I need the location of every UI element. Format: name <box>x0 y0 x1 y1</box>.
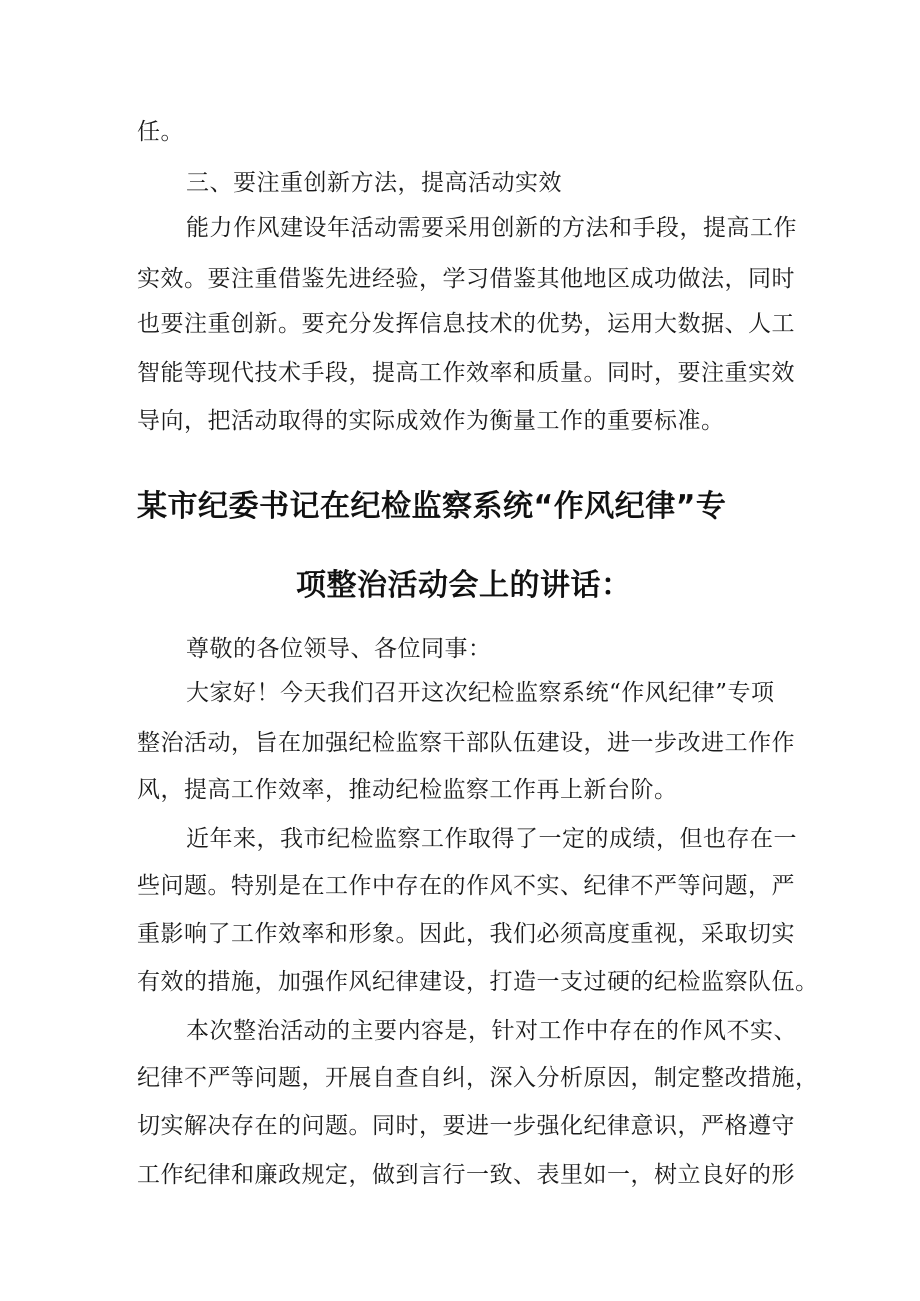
text-line: 工作纪律和廉政规定，做到言行一致、表里如一，树立良好的形 <box>137 1162 795 1188</box>
section-heading: 三、要注重创新方法，提高活动实效 <box>186 170 562 196</box>
text-line: 有效的措施，加强作风纪律建设，打造一支过硬的纪检监察队伍。 <box>137 969 819 995</box>
article-title-line2: 项整治活动会上的讲话： <box>296 568 632 603</box>
text-line: 整治活动，旨在加强纪检监察干部队伍建设，进一步改进工作作 <box>137 730 795 756</box>
text-line: 也要注重创新。要充分发挥信息技术的优势，运用大数据、人工 <box>137 311 795 337</box>
text-line: 近年来，我市纪检监察工作取得了一定的成绩，但也存在一 <box>186 826 797 852</box>
salutation: 尊敬的各位领导、各位同事： <box>186 636 492 662</box>
text-line: 任。 <box>137 119 184 145</box>
text-line: 导向，把活动取得的实际成效作为衡量工作的重要标准。 <box>137 408 725 434</box>
text-line: 实效。要注重借鉴先进经验，学习借鉴其他地区成功做法，同时 <box>137 266 795 292</box>
text-line: 本次整治活动的主要内容是，针对工作中存在的作风不实、 <box>186 1018 797 1044</box>
text-line: 智能等现代技术手段，提高工作效率和质量。同时，要注重实效 <box>137 360 795 386</box>
text-line: 切实解决存在的问题。同时，要进一步强化纪律意识，严格遵守 <box>137 1113 795 1139</box>
text-line: 纪律不严等问题，开展自查自纠，深入分析原因，制定整改措施， <box>137 1065 819 1091</box>
text-line: 风，提高工作效率，推动纪检监察工作再上新台阶。 <box>137 777 678 803</box>
text-line: 能力作风建设年活动需要采用创新的方法和手段，提高工作 <box>186 215 797 241</box>
text-line: 大家好！今天我们召开这次纪检监察系统“作风纪律”专项 <box>186 680 775 706</box>
article-title-line1: 某市纪委书记在纪检监察系统“作风纪律”专 <box>137 489 727 524</box>
text-line: 重影响了工作效率和形象。因此，我们必须高度重视，采取切实 <box>137 921 795 947</box>
text-line: 些问题。特别是在工作中存在的作风不实、纪律不严等问题，严 <box>137 873 795 899</box>
